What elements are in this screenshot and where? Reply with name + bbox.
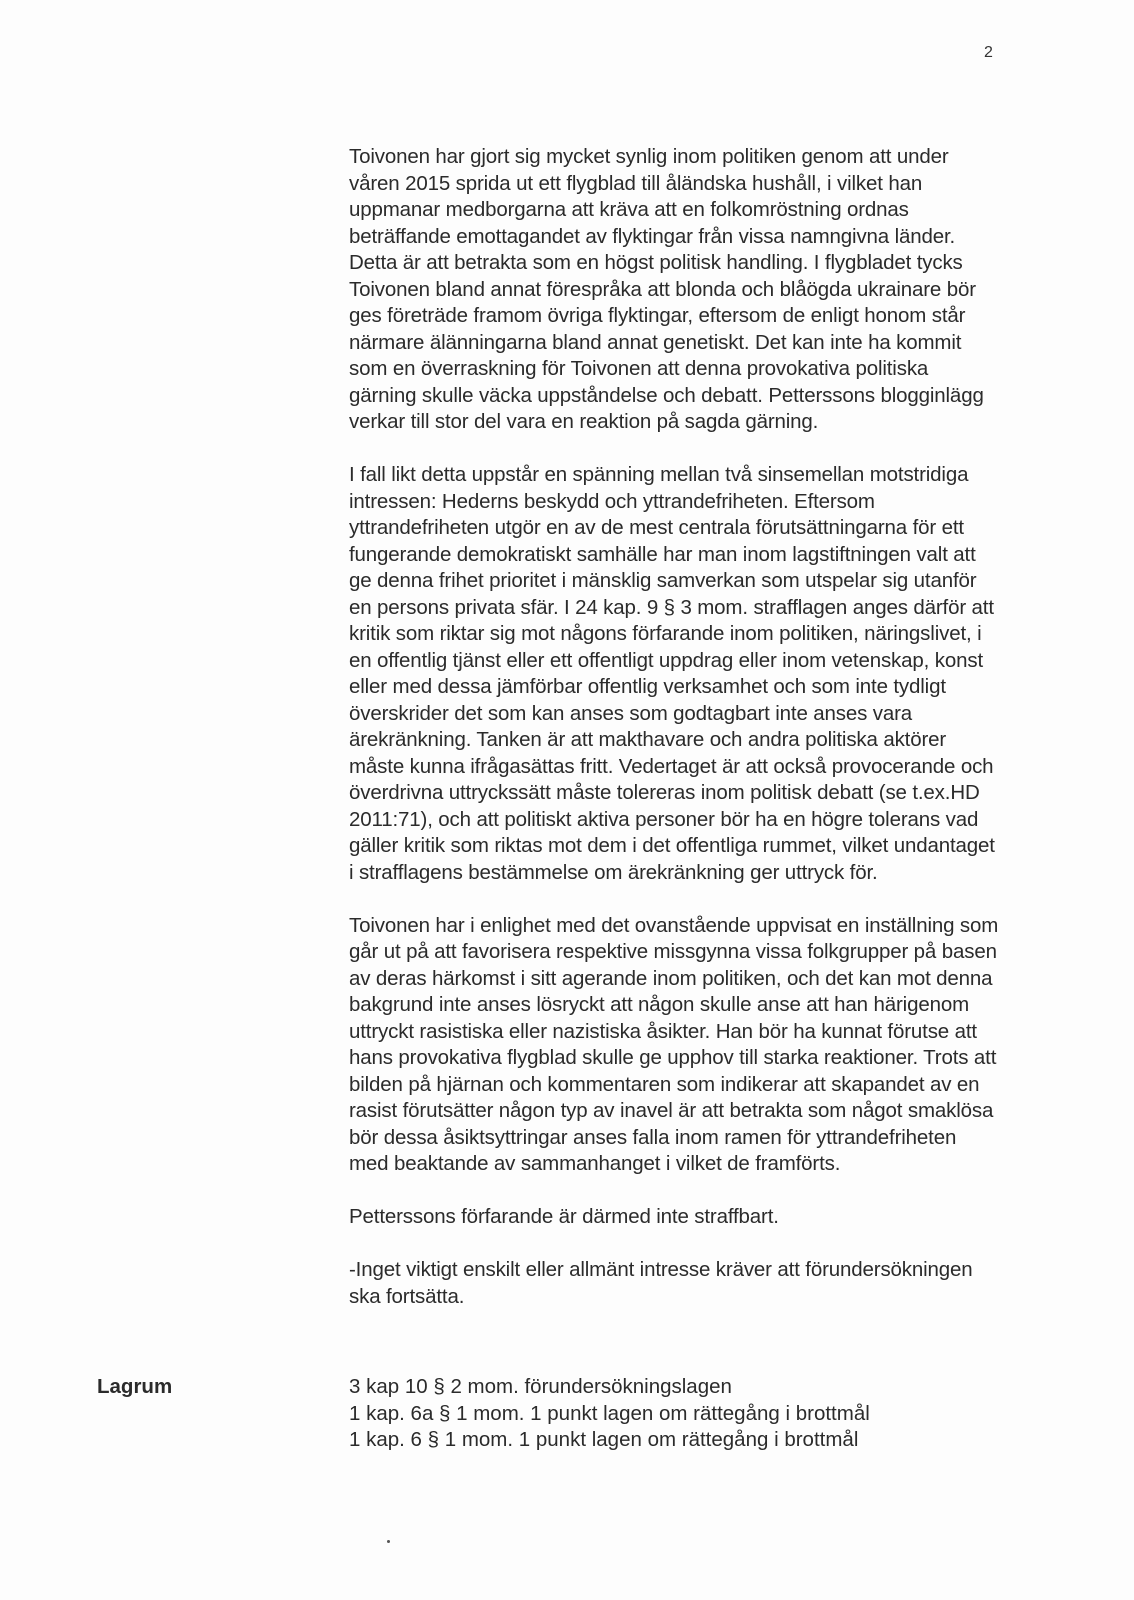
- lagrum-heading: Lagrum: [97, 1375, 173, 1398]
- document-body: [349, 144, 1109, 1337]
- paragraph-assessment: Toivonen har i enlighet med det ovanstående uppvisat en inställning som går ut på att favorisera respektive missgynna vissa folkgrupper på basen av deras härkomst i sitt agerande inom politiken, och det kan mot denna bakgrund inte anses lösryckt att någon skulle anse att han härigenom uttryckt rasistiska eller nazistiska åsikter. Han bör ha kunnat förutse att hans provokativa flygblad skulle ge upphov till starka reaktioner. Trots att bilden på hjärnan och kommentaren som indikerar att skapandet av en rasist förutsätter någon typ av inavel är att betrakta som något smaklösa bör dessa åsiktsyttringar anses falla inom ramen för yttrandefriheten med beaktande av sammanhanget i vilket de framförts.: [349, 913, 999, 1175]
- paragraph-public-interest: -Inget viktigt enskilt eller allmänt intresse kräver att förundersökningen ska fortsätta.: [349, 1258, 973, 1308]
- scan-speck: [387, 1540, 390, 1543]
- page-number: 2: [984, 44, 993, 61]
- lagrum-item: 1 kap. 6 § 1 mom. 1 punkt lagen om rättegång i brottmål: [349, 1428, 859, 1451]
- lagrum-list: [349, 1374, 1109, 1454]
- paragraph-freedom-of-expression: I fall likt detta uppstår en spänning mellan två sinsemellan motstridiga intressen: Hederns beskydd och yttrandefriheten. Eftersom yttrandefriheten utgör en av de mest centrala förutsättningarna för ett fungerande demokratiskt samhälle har man inom lagstiftningen valt att ge denna frihet prioritet i mänsklig samverkan som utspelar sig utanför en persons privata sfär. I 24 kap. 9 § 3 mom. strafflagen anges därför att kritik som riktar sig mot någons förfarande inom politiken, näringslivet, i en offentlig tjänst eller ett offentligt uppdrag eller inom vetenskap, konst eller med dessa jämförbar offentlig verksamhet och som inte tydligt överskrider det som kan anses som godtagbart inte anses vara ärekränkning. Tanken är att makthavare och andra politiska aktörer måste kunna ifrågasättas fritt. Vedertaget är att också provocerande och överdrivna uttryckssätt måste tolereras inom politisk debatt (se t.ex.HD 2011:71), och att politiskt aktiva personer bör ha en högre tolerans vad gäller kritik som riktas mot dem i det offentliga rummet, vilket undantaget i strafflagens bestämmelse om ärekränkning ger uttryck för.: [349, 463, 995, 884]
- lagrum-item: 1 kap. 6a § 1 mom. 1 punkt lagen om rättegång i brottmål: [349, 1401, 870, 1425]
- paragraph-conclusion: Petterssons förfarande är därmed inte straffbart.: [349, 1205, 779, 1228]
- paragraph-political-action: Toivonen har gjort sig mycket synlig inom politiken genom att under våren 2015 sprida ut ett flygblad till åländska hushåll, i vilket han uppmanar medborgarna att kräva att en folkomröstning ordnas beträffande emottagandet av flyktingar från vissa namngivna länder. Detta är att betrakta som en högst politisk handling. I flygbladet tycks Toivonen bland annat förespråka att blonda och blåögda ukrainare bör ges företräde framom övriga flyktingar, eftersom de enligt honom står närmare älänningarna bland annat genetiskt. Det kan inte ha kommit som en överraskning för Toivonen att denna provokativa politiska gärning skulle väcka uppståndelse och debatt. Petterssons blogginlägg verkar till stor del vara en reaktion på sagda gärning.: [349, 145, 984, 433]
- lagrum-item: 3 kap 10 § 2 mom. förundersökningslagen: [349, 1375, 732, 1398]
